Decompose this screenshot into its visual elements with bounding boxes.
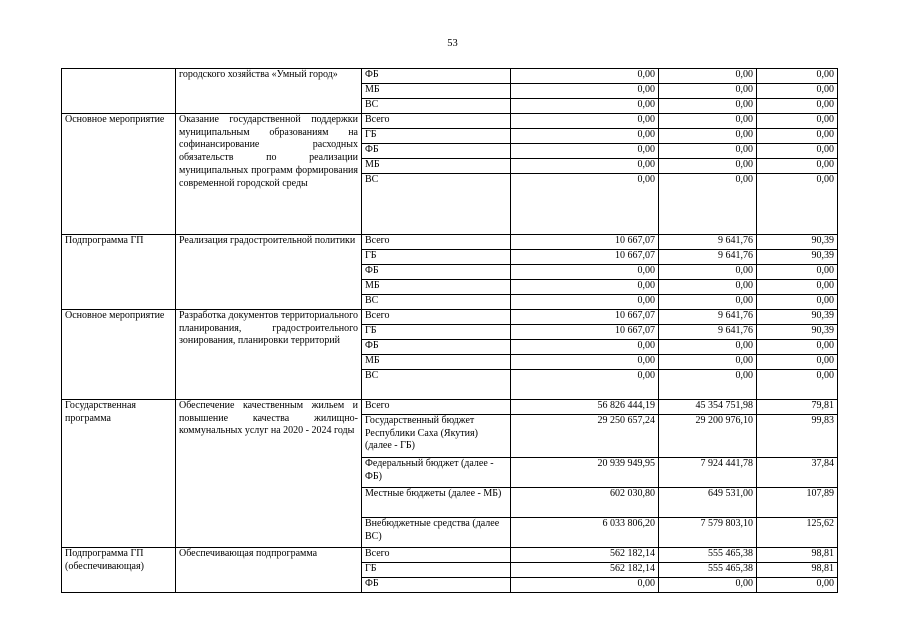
item-name-cell: Оказание государственной поддержки муниципальным образованиям на софинансирование расходных обязательств по реализации муниципальных программ формирования современной городской среды bbox=[176, 114, 362, 235]
percent-cell: 0,00 bbox=[757, 578, 838, 593]
value-1-cell: 0,00 bbox=[511, 265, 659, 280]
percent-cell: 90,39 bbox=[757, 235, 838, 250]
value-1-cell: 10 667,07 bbox=[511, 325, 659, 340]
table-row bbox=[62, 235, 838, 250]
value-1-cell: 20 939 949,95 bbox=[511, 458, 659, 488]
item-name-cell: Обеспечивающая подпрограмма bbox=[176, 548, 362, 593]
value-1-cell: 0,00 bbox=[511, 355, 659, 370]
percent-cell: 79,81 bbox=[757, 400, 838, 415]
value-1-cell: 562 182,14 bbox=[511, 563, 659, 578]
value-1-cell: 0,00 bbox=[511, 129, 659, 144]
funding-source-cell: Внебюджетные средства (далее ВС) bbox=[362, 518, 511, 548]
value-1-cell: 6 033 806,20 bbox=[511, 518, 659, 548]
item-type-cell: Подпрограмма ГП (обеспечивающая) bbox=[62, 548, 176, 593]
funding-source-cell: Всего bbox=[362, 548, 511, 563]
percent-cell: 0,00 bbox=[757, 370, 838, 400]
value-2-cell: 0,00 bbox=[659, 265, 757, 280]
funding-source-cell: МБ bbox=[362, 84, 511, 99]
value-1-cell: 10 667,07 bbox=[511, 235, 659, 250]
funding-source-cell: ФБ bbox=[362, 265, 511, 280]
value-2-cell: 649 531,00 bbox=[659, 488, 757, 518]
funding-source-cell: ФБ bbox=[362, 144, 511, 159]
value-2-cell: 0,00 bbox=[659, 578, 757, 593]
percent-cell: 0,00 bbox=[757, 84, 838, 99]
value-1-cell: 0,00 bbox=[511, 84, 659, 99]
funding-source-cell: Всего bbox=[362, 310, 511, 325]
funding-source-cell: Местные бюджеты (далее - МБ) bbox=[362, 488, 511, 518]
value-1-cell: 0,00 bbox=[511, 99, 659, 114]
item-type-cell: Подпрограмма ГП bbox=[62, 235, 176, 310]
value-1-cell: 0,00 bbox=[511, 280, 659, 295]
value-1-cell: 10 667,07 bbox=[511, 250, 659, 265]
value-2-cell: 7 579 803,10 bbox=[659, 518, 757, 548]
value-2-cell: 0,00 bbox=[659, 174, 757, 235]
funding-source-cell: ФБ bbox=[362, 578, 511, 593]
percent-cell: 107,89 bbox=[757, 488, 838, 518]
funding-source-cell: Федеральный бюджет (далее - ФБ) bbox=[362, 458, 511, 488]
item-type-cell: Основное мероприятие bbox=[62, 310, 176, 400]
value-2-cell: 0,00 bbox=[659, 159, 757, 174]
value-2-cell: 9 641,76 bbox=[659, 235, 757, 250]
percent-cell: 90,39 bbox=[757, 325, 838, 340]
percent-cell: 0,00 bbox=[757, 99, 838, 114]
value-2-cell: 0,00 bbox=[659, 340, 757, 355]
value-2-cell: 0,00 bbox=[659, 144, 757, 159]
table-row bbox=[62, 114, 838, 129]
percent-cell: 125,62 bbox=[757, 518, 838, 548]
percent-cell: 0,00 bbox=[757, 144, 838, 159]
budget-table-body bbox=[62, 69, 838, 593]
percent-cell: 0,00 bbox=[757, 355, 838, 370]
percent-cell: 90,39 bbox=[757, 310, 838, 325]
value-2-cell: 0,00 bbox=[659, 355, 757, 370]
table-row bbox=[62, 69, 838, 84]
item-name-cell: городского хозяйства «Умный город» bbox=[176, 69, 362, 114]
percent-cell: 37,84 bbox=[757, 458, 838, 488]
percent-cell: 99,83 bbox=[757, 415, 838, 458]
table-row bbox=[62, 400, 838, 415]
value-2-cell: 0,00 bbox=[659, 114, 757, 129]
value-1-cell: 0,00 bbox=[511, 295, 659, 310]
item-type-cell: Государственная программа bbox=[62, 400, 176, 548]
value-1-cell: 602 030,80 bbox=[511, 488, 659, 518]
value-2-cell: 0,00 bbox=[659, 295, 757, 310]
value-2-cell: 555 465,38 bbox=[659, 548, 757, 563]
table-row bbox=[62, 548, 838, 563]
funding-source-cell: МБ bbox=[362, 159, 511, 174]
value-1-cell: 0,00 bbox=[511, 114, 659, 129]
item-name-cell: Реализация градостроительной политики bbox=[176, 235, 362, 310]
funding-source-cell: ВС bbox=[362, 99, 511, 114]
value-2-cell: 0,00 bbox=[659, 69, 757, 84]
value-2-cell: 0,00 bbox=[659, 99, 757, 114]
value-2-cell: 0,00 bbox=[659, 370, 757, 400]
funding-source-cell: ВС bbox=[362, 370, 511, 400]
value-1-cell: 0,00 bbox=[511, 370, 659, 400]
value-2-cell: 0,00 bbox=[659, 129, 757, 144]
item-name-cell: Обеспечение качественным жильем и повышение качества жилищно-коммунальных услуг на 2020 - 2024 годы bbox=[176, 400, 362, 548]
value-1-cell: 0,00 bbox=[511, 174, 659, 235]
funding-source-cell: Государственный бюджет Республики Саха (Якутия) (далее - ГБ) bbox=[362, 415, 511, 458]
percent-cell: 0,00 bbox=[757, 129, 838, 144]
percent-cell: 0,00 bbox=[757, 159, 838, 174]
percent-cell: 0,00 bbox=[757, 295, 838, 310]
value-1-cell: 0,00 bbox=[511, 69, 659, 84]
percent-cell: 0,00 bbox=[757, 114, 838, 129]
funding-source-cell: ВС bbox=[362, 295, 511, 310]
funding-source-cell: Всего bbox=[362, 400, 511, 415]
funding-source-cell: ФБ bbox=[362, 340, 511, 355]
funding-source-cell: ФБ bbox=[362, 69, 511, 84]
value-1-cell: 0,00 bbox=[511, 144, 659, 159]
percent-cell: 0,00 bbox=[757, 174, 838, 235]
funding-source-cell: ГБ bbox=[362, 563, 511, 578]
percent-cell: 0,00 bbox=[757, 69, 838, 84]
value-1-cell: 56 826 444,19 bbox=[511, 400, 659, 415]
value-2-cell: 0,00 bbox=[659, 280, 757, 295]
percent-cell: 0,00 bbox=[757, 340, 838, 355]
funding-source-cell: ВС bbox=[362, 174, 511, 235]
value-2-cell: 29 200 976,10 bbox=[659, 415, 757, 458]
value-2-cell: 9 641,76 bbox=[659, 310, 757, 325]
funding-source-cell: ГБ bbox=[362, 250, 511, 265]
percent-cell: 0,00 bbox=[757, 280, 838, 295]
funding-source-cell: Всего bbox=[362, 235, 511, 250]
item-type-cell: Основное мероприятие bbox=[62, 114, 176, 235]
percent-cell: 98,81 bbox=[757, 563, 838, 578]
item-name-cell: Разработка документов территориального планирования, градостроительного зонирования, планировки территорий bbox=[176, 310, 362, 400]
value-1-cell: 0,00 bbox=[511, 340, 659, 355]
funding-source-cell: ГБ bbox=[362, 129, 511, 144]
value-2-cell: 9 641,76 bbox=[659, 250, 757, 265]
value-1-cell: 562 182,14 bbox=[511, 548, 659, 563]
value-2-cell: 9 641,76 bbox=[659, 325, 757, 340]
value-1-cell: 29 250 657,24 bbox=[511, 415, 659, 458]
table-row bbox=[62, 310, 838, 325]
budget-table bbox=[61, 68, 838, 593]
funding-source-cell: Всего bbox=[362, 114, 511, 129]
value-1-cell: 0,00 bbox=[511, 578, 659, 593]
page-number: 53 bbox=[447, 38, 458, 49]
percent-cell: 98,81 bbox=[757, 548, 838, 563]
value-1-cell: 10 667,07 bbox=[511, 310, 659, 325]
value-1-cell: 0,00 bbox=[511, 159, 659, 174]
item-type-cell bbox=[62, 69, 176, 114]
funding-source-cell: МБ bbox=[362, 355, 511, 370]
value-2-cell: 555 465,38 bbox=[659, 563, 757, 578]
funding-source-cell: МБ bbox=[362, 280, 511, 295]
value-2-cell: 0,00 bbox=[659, 84, 757, 99]
value-2-cell: 45 354 751,98 bbox=[659, 400, 757, 415]
percent-cell: 90,39 bbox=[757, 250, 838, 265]
funding-source-cell: ГБ bbox=[362, 325, 511, 340]
value-2-cell: 7 924 441,78 bbox=[659, 458, 757, 488]
percent-cell: 0,00 bbox=[757, 265, 838, 280]
